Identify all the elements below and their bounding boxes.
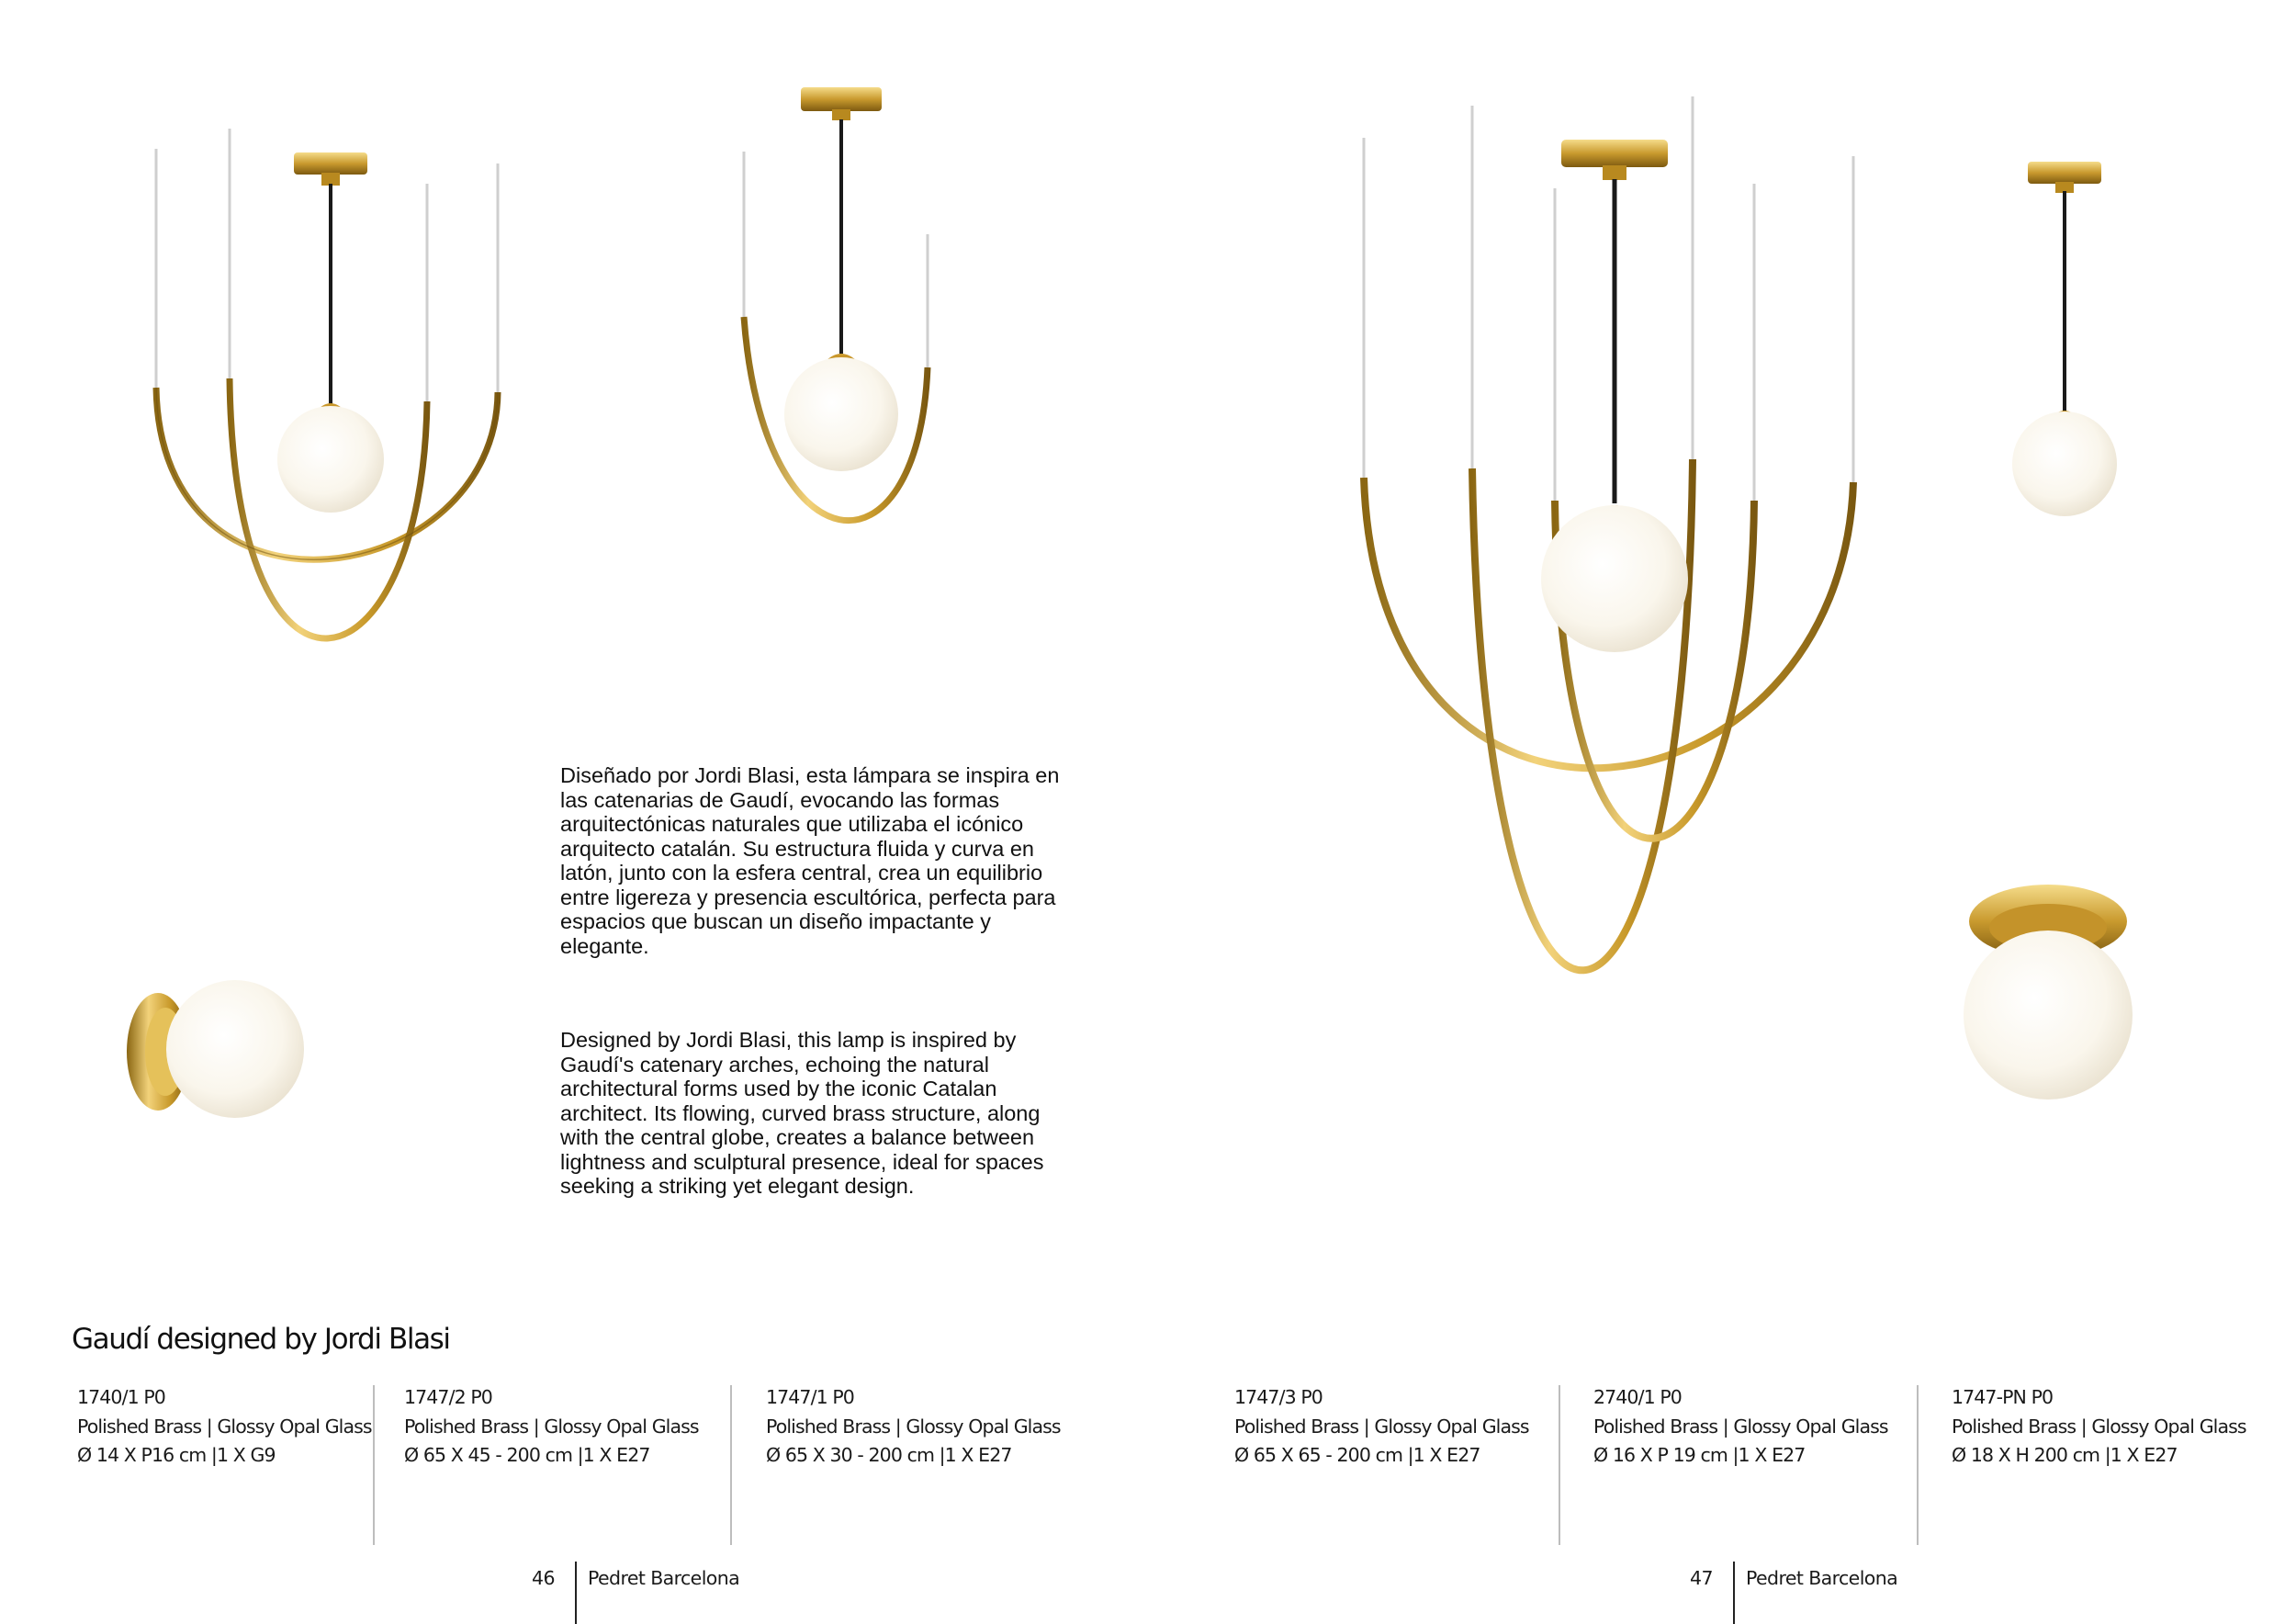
product-dimensions: Ø 14 X P16 cm |1 X G9 xyxy=(77,1444,276,1466)
page-number-left: 46 xyxy=(532,1567,555,1589)
footer-brand-right: Pedret Barcelona xyxy=(1746,1567,1898,1589)
product-spec-1747-3 xyxy=(1234,1383,1529,1471)
footer-brand-left: Pedret Barcelona xyxy=(588,1567,740,1589)
product-finish: Polished Brass | Glossy Opal Glass xyxy=(1234,1415,1529,1438)
footer-divider xyxy=(575,1562,577,1624)
column-divider xyxy=(373,1385,375,1545)
product-code: 1747/3 P0 xyxy=(1234,1386,1322,1408)
product-finish: Polished Brass | Glossy Opal Glass xyxy=(766,1415,1061,1438)
product-code: 2740/1 P0 xyxy=(1593,1386,1682,1408)
product-dimensions: Ø 65 X 30 - 200 cm |1 X E27 xyxy=(766,1444,1012,1466)
page-number-right: 47 xyxy=(1690,1567,1713,1589)
product-finish: Polished Brass | Glossy Opal Glass xyxy=(1593,1415,1888,1438)
pendant-1747-pn-image xyxy=(2012,162,2117,516)
pendant-1747-3-image xyxy=(1364,96,1853,970)
pendant-1747-1-image xyxy=(744,87,928,521)
product-dimensions: Ø 65 X 45 - 200 cm |1 X E27 xyxy=(404,1444,650,1466)
product-finish: Polished Brass | Glossy Opal Glass xyxy=(1952,1415,2246,1438)
ceiling-lamp-2740-1-image xyxy=(1964,885,2133,1100)
product-spec-1740-1 xyxy=(77,1383,372,1471)
product-finish: Polished Brass | Glossy Opal Glass xyxy=(404,1415,699,1438)
product-spec-1747-1 xyxy=(766,1383,1061,1471)
product-dimensions: Ø 65 X 65 - 200 cm |1 X E27 xyxy=(1234,1444,1480,1466)
footer-divider xyxy=(1733,1562,1735,1624)
product-dimensions: Ø 16 X P 19 cm |1 X E27 xyxy=(1593,1444,1806,1466)
description-english: Designed by Jordi Blasi, this lamp is inspired by Gaudí's catenary arches, echoing the natural architectural forms used by the iconic Catalan architect. Its flowing, curved brass structure, along with the central globe, creates a balance between lightness and sculptural presence, ideal for spaces seeking a striking yet elegant design. xyxy=(560,1028,1044,1198)
wall-lamp-1740-1-image xyxy=(127,980,304,1118)
product-dimensions: Ø 18 X H 200 cm |1 X E27 xyxy=(1952,1444,2178,1466)
pendant-1747-2-image xyxy=(156,129,498,638)
column-divider xyxy=(1559,1385,1560,1545)
column-divider xyxy=(1917,1385,1919,1545)
product-code: 1740/1 P0 xyxy=(77,1386,165,1408)
collection-title: Gaudí designed by Jordi Blasi xyxy=(72,1323,450,1356)
product-finish: Polished Brass | Glossy Opal Glass xyxy=(77,1415,372,1438)
product-code: 1747-PN P0 xyxy=(1952,1386,2054,1408)
description-spanish: Diseñado por Jordi Blasi, esta lámpara se inspira en las catenarias de Gaudí, evocando las formas arquitectónicas naturales que utilizaba el icónico arquitecto catalán. Su estructura fluida y curva en latón, junto con la esfera central, crea un equilibrio entre ligereza y presencia escultórica, perfecta para espacios que buscan un diseño impactante y elegante. xyxy=(560,763,1060,958)
product-code: 1747/1 P0 xyxy=(766,1386,854,1408)
product-spec-2740-1 xyxy=(1593,1383,1888,1471)
column-divider xyxy=(730,1385,732,1545)
product-code: 1747/2 P0 xyxy=(404,1386,492,1408)
product-spec-1747-pn xyxy=(1952,1383,2246,1471)
product-spec-1747-2 xyxy=(404,1383,699,1471)
